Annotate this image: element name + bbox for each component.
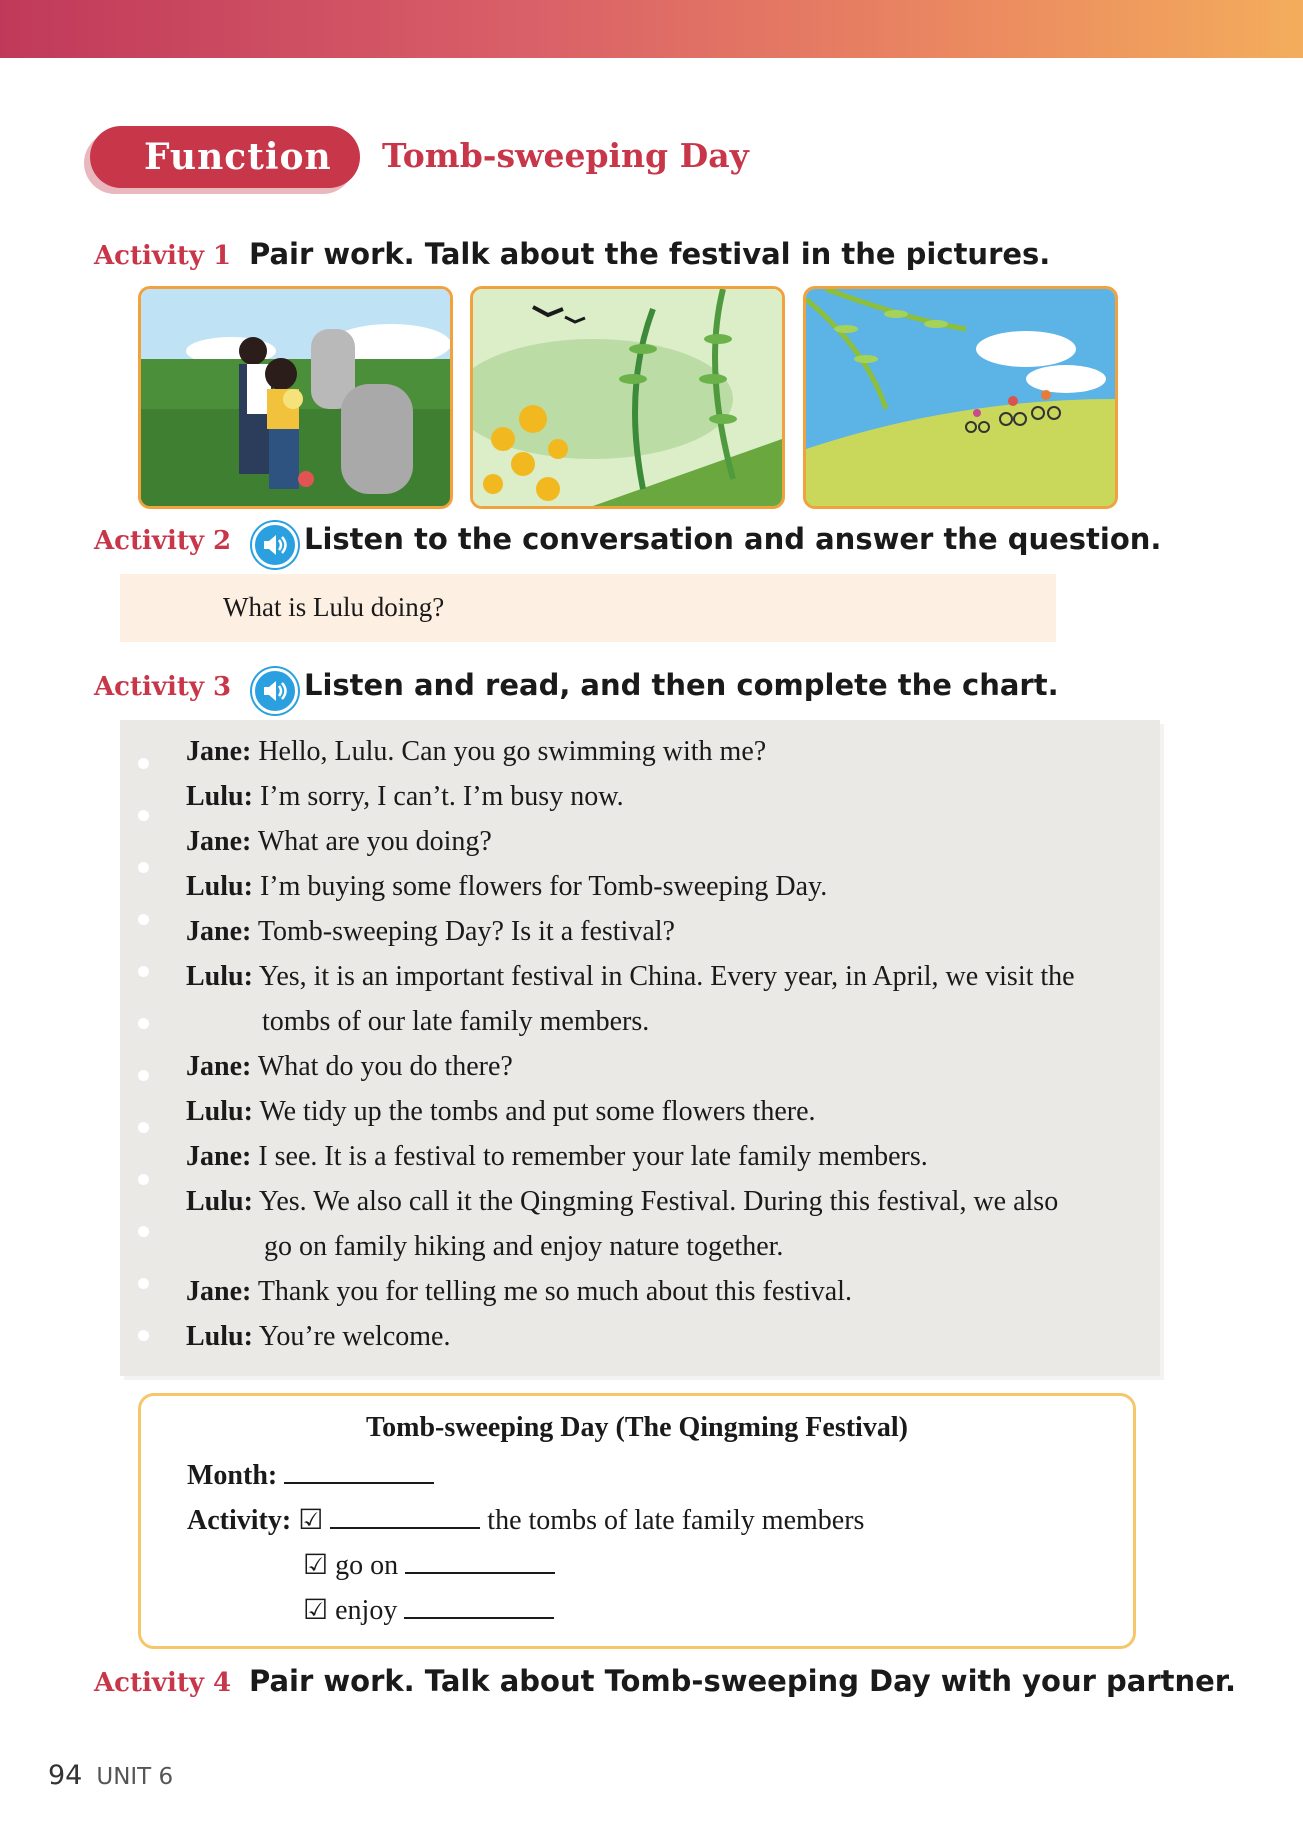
dialogue-line — [186, 1321, 450, 1353]
activity-blank-1[interactable] — [330, 1503, 480, 1529]
dialogue-text: I see. It is a festival to remember your late family members. — [258, 1141, 928, 1172]
function-badge — [90, 126, 360, 188]
speaker-name: Jane: — [186, 1141, 252, 1172]
dialogue-line — [186, 736, 766, 768]
audio-play-button[interactable] — [252, 668, 298, 714]
speaker-name: Jane: — [186, 1051, 252, 1082]
month-blank[interactable] — [284, 1458, 434, 1484]
binder-hole — [138, 966, 149, 977]
binder-hole — [138, 862, 149, 873]
dialogue-text: Hello, Lulu. Can you go swimming with me? — [258, 736, 767, 767]
completion-chart — [138, 1393, 1136, 1649]
dialogue-line — [186, 1096, 816, 1128]
speaker-name: Lulu: — [186, 1321, 253, 1352]
dialogue-text: You’re welcome. — [258, 1321, 451, 1352]
question-text: What is Lulu doing? — [223, 592, 445, 622]
binder-hole — [138, 1226, 149, 1237]
dialogue-line — [186, 1141, 928, 1173]
speaker-name: Lulu: — [186, 781, 253, 812]
dialogue-line — [186, 1186, 1058, 1218]
speaker-icon — [261, 677, 289, 705]
speaker-name: Lulu: — [186, 1186, 253, 1217]
activity-3-label: Activity 3 — [94, 672, 232, 702]
dialogue-continuation: tombs of our late family members. — [262, 1006, 650, 1037]
dialogue-text: What do you do there? — [257, 1051, 513, 1082]
dialogue-line — [186, 781, 624, 813]
picture-spring-rain — [470, 286, 785, 509]
dialogue-line — [186, 961, 1075, 993]
speaker-name: Jane: — [186, 916, 252, 947]
dialogue-text: Yes, it is an important festival in China. Every year, in April, we visit the — [258, 961, 1075, 992]
binder-hole — [138, 914, 149, 925]
page-footer — [48, 1760, 173, 1791]
speaker-name: Lulu: — [186, 871, 253, 902]
speaker-name: Jane: — [186, 1276, 252, 1307]
activity-label: Activity: — [187, 1505, 292, 1536]
top-banner — [0, 0, 1303, 58]
row-1-text: the tombs of late family members — [487, 1505, 865, 1536]
binder-hole — [138, 758, 149, 769]
activity-row-2 — [303, 1548, 555, 1582]
dialogue-line — [186, 1051, 513, 1083]
checkbox-icon[interactable]: ☑ — [303, 1550, 329, 1581]
month-label: Month: — [187, 1460, 278, 1491]
binder-hole — [138, 1018, 149, 1029]
binder-hole — [138, 1330, 149, 1341]
question-box — [120, 574, 1056, 642]
dialogue-text: Thank you for telling me so much about this festival. — [257, 1276, 852, 1307]
activity-row-1 — [187, 1503, 864, 1537]
month-row — [187, 1458, 434, 1492]
speaker-name: Lulu: — [186, 961, 253, 992]
checkbox-icon[interactable]: ☑ — [298, 1505, 324, 1536]
activity-1-instruction: Pair work. Talk about the festival in the pictures. — [249, 237, 1051, 271]
page-title: Tomb-sweeping Day — [382, 136, 749, 175]
activity-4-label: Activity 4 — [94, 1668, 232, 1698]
dialogue-text: Yes. We also call it the Qingming Festival. During this festival, we also — [258, 1186, 1059, 1217]
activity-2-instruction: Listen to the conversation and answer the question. — [304, 522, 1162, 556]
dialogue-line — [186, 826, 492, 858]
binder-hole — [138, 1122, 149, 1133]
activity-2-label: Activity 2 — [94, 526, 232, 556]
checkbox-icon[interactable]: ☑ — [303, 1595, 329, 1626]
activity-3-instruction: Listen and read, and then complete the chart. — [304, 668, 1059, 702]
dialogue-text: Tomb-sweeping Day? Is it a festival? — [257, 916, 675, 947]
audio-play-button[interactable] — [252, 522, 298, 568]
row-3-text: enjoy — [335, 1595, 398, 1626]
page-number: 94 — [48, 1760, 83, 1791]
binder-hole — [138, 1070, 149, 1081]
function-label: Function — [144, 136, 332, 178]
activity-row-3 — [303, 1593, 554, 1627]
speaker-name: Lulu: — [186, 1096, 253, 1127]
speaker-name: Jane: — [186, 826, 252, 857]
activity-blank-2[interactable] — [405, 1548, 555, 1574]
dialogue-text: What are you doing? — [257, 826, 492, 857]
picture-spring-outing — [803, 286, 1118, 509]
speaker-name: Jane: — [186, 736, 252, 767]
binder-hole — [138, 1174, 149, 1185]
binder-hole — [138, 810, 149, 821]
dialogue-text: I’m buying some flowers for Tomb-sweeping Day. — [259, 871, 828, 902]
dialogue-text: I’m sorry, I can’t. I’m busy now. — [259, 781, 624, 812]
dialogue-text: We tidy up the tombs and put some flowers there. — [259, 1096, 816, 1127]
speaker-icon — [261, 531, 289, 559]
dialogue-line — [186, 871, 827, 903]
unit-label: UNIT 6 — [96, 1764, 174, 1790]
activity-4-instruction: Pair work. Talk about Tomb-sweeping Day with your partner. — [249, 1664, 1236, 1698]
dialogue-line — [186, 1276, 852, 1308]
dialogue-line — [186, 916, 675, 948]
binder-hole — [138, 1278, 149, 1289]
activity-blank-3[interactable] — [404, 1593, 554, 1619]
dialogue-continuation: go on family hiking and enjoy nature together. — [264, 1231, 784, 1262]
picture-tomb-visit — [138, 286, 453, 509]
chart-title: Tomb-sweeping Day (The Qingming Festival) — [366, 1412, 908, 1443]
activity-1-label: Activity 1 — [94, 241, 232, 271]
row-2-text: go on — [335, 1550, 399, 1581]
dialogue-box — [120, 720, 1160, 1376]
